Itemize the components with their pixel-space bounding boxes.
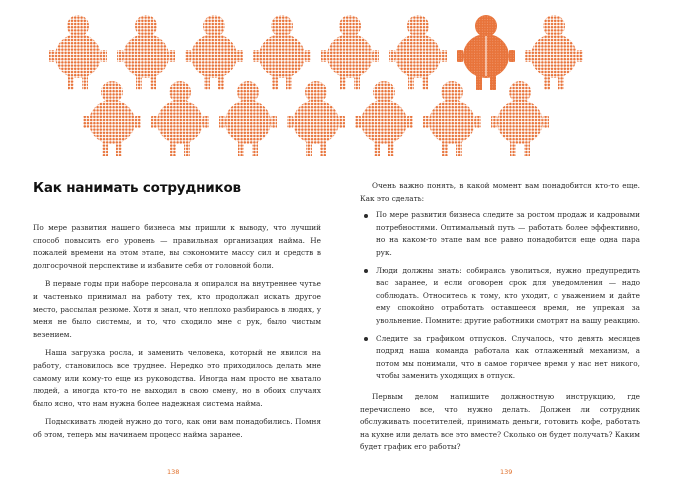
- right-body-text: [360, 180, 640, 454]
- list-item-text: Люди должны знать: собираясь уволиться, нужно предупредить вас заранее, и если оговорен срок для уведомления — надо соблюдать. Относитесь к тому, кто уходит, с уважением и дайте ему спокойно отработать оставшееся время, не упрекая за увольнение. Помните: другие работники смотрят на вашу реакцию.: [376, 265, 640, 325]
- left-body-text: [33, 222, 321, 448]
- paragraph: Наша загрузка росла, и заменить человека, который не явился на работу, становилось все труднее. Нередко это приходилось делать мне самому или кому-то еще из руководства. Иногда нам просто не хватало людей, а иногда кто-то не выходил в свою смену, но в обоих случаях было ясно, что нам нужна более надежная система найма.: [33, 348, 321, 408]
- bullet-icon: [364, 269, 368, 273]
- list-item: [360, 265, 640, 328]
- list-item-text: Следите за графиком отпусков. Случалось, что девять месяцев подряд наша команда работала как отлаженный механизм, а потом мы понимали, что в самое горячее время у нас нет никого, чтобы заменить уходящих в отпуск.: [376, 333, 640, 381]
- list-item: [360, 333, 640, 383]
- page-number-left: 138: [167, 468, 180, 476]
- intro-paragraph: Очень важно понять, в какой момент вам понадобится кто-то еще. Как это сделать:: [360, 181, 640, 203]
- page-heading: Как нанимать сотрудников: [33, 180, 241, 196]
- closing-paragraph: Первым делом напишите должностную инструкцию, где перечислено все, что нужно делать. Должен ли сотрудник обслуживать посетителей, принимать деньги, готовить кофе, работать на кухне или делать все это вместе? Сколько он будет получать? Каким будет график его работы?: [360, 391, 640, 452]
- list-item: [360, 209, 640, 259]
- page-number-right: 139: [500, 468, 513, 476]
- bullet-icon: [364, 214, 368, 218]
- bullet-icon: [364, 337, 368, 341]
- paragraph: По мере развития нашего бизнеса мы пришли к выводу, что лучший способ повысить его уровень — правильная организация найма. Не пожалей времени на этом этапе, вы сэкономите массу сил и средств в долгосрочной перспективе и избавите себя от головной боли.: [33, 223, 321, 270]
- paragraph: В первые годы при наборе персонала я опирался на внутреннее чутье и частенько принимал на работу тех, кто продолжал искать другое место, рассылая резюме. Хотя я знал, что неплохо разбираюсь в людях, у меня не было системы, и то, что сходило мне с рук, было чистым везением.: [33, 279, 321, 339]
- bullet-list: [360, 209, 640, 383]
- list-item-text: По мере развития бизнеса следите за ростом продаж и кадровыми потребностями. Оптимальный путь — работать более эффективно, но на каком-то этапе вам все равно понадобится еще одна пара рук.: [376, 210, 640, 257]
- paragraph: Подыскивать людей нужно до того, как они вам понадобились. Помня об этом, теперь мы начинаем процесс найма заранее.: [33, 417, 321, 439]
